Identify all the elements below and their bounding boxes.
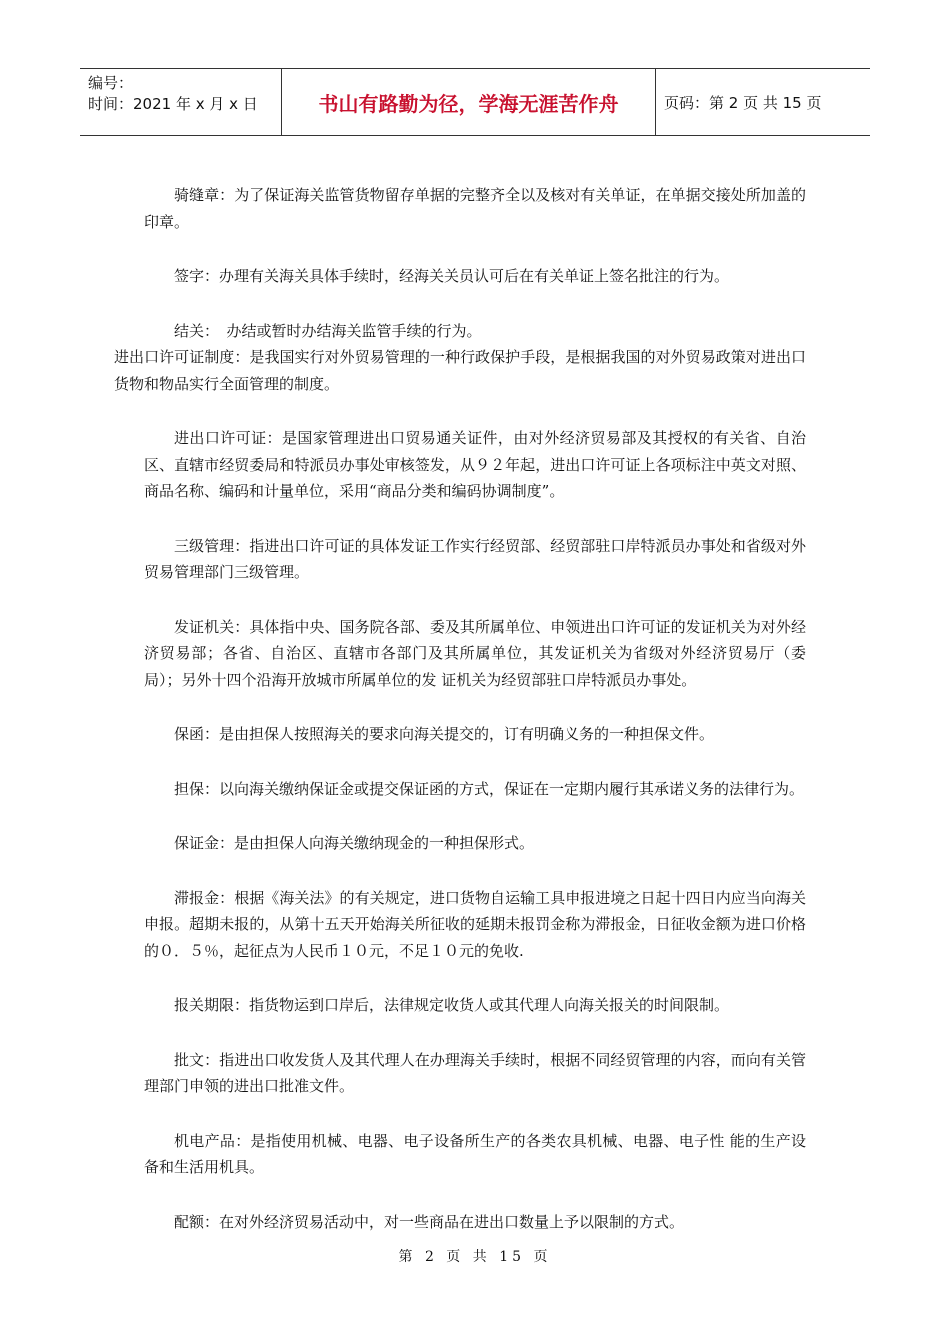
document-date: 时间：2021 年 x 月 x 日 [88, 95, 258, 113]
paragraph-fazheng-jiguan: 发证机关：具体指中央、国务院各部、委及其所属单位、申领进出口许可证的发证机关为对外经济贸易部；各省、自治区、直辖市各部门及其所属单位，其发证机关为省级对外经济贸易厅（委局）；另外十四个沿海开放城市所属单位的发 证机关为经贸部驻口岸特派员办事处。 [144, 617, 806, 689]
header-page-number: 页码：第 2 页 共 15 页 [664, 93, 822, 112]
document-number-label: 编号： [88, 74, 134, 92]
paragraph-xukezheng: 进出口许可证：是国家管理进出口贸易通关证件，由对外经济贸易部及其授权的有关省、自治区、直辖市经贸委局和特派员办事处审核签发，从９２年起，进出口许可证上各项标注中英文对照、商品名称、编码和计量单位，采用“商品分类和编码协调制度”。 [144, 429, 806, 500]
paragraph-pei-e: 配额：在对外经济贸易活动中，对一些商品在进出口数量上予以限制的方式。 [174, 1212, 685, 1231]
page-footer: 第 2 页 共 15 页 [398, 1249, 552, 1265]
paragraph-baozhengjin: 保证金：是由担保人向海关缴纳现金的一种担保形式。 [174, 834, 535, 852]
paragraph-baoguan-qixian: 报关期限：指货物运到口岸后，法律规定收货人或其代理人向海关报关的时间限制。 [174, 996, 730, 1014]
header-meta [80, 69, 282, 135]
header-motto: 书山有路勤为径，学海无涯苦作舟 [282, 69, 656, 135]
paragraph-qifengzhang: 骑缝章：为了保证海关监管货物留存单据的完整齐全以及核对有关单证，在单据交接处所加盖的印章。 [144, 186, 806, 231]
paragraph-qianzi: 签字：办理有关海关具体手续时，经海关关员认可后在有关单证上签名批注的行为。 [174, 267, 730, 285]
paragraph-piwen: 批文：指进出口收发货人及其代理人在办理海关手续时，根据不同经贸管理的内容，而向有关管理部门申领的进出口批准文件。 [144, 1050, 806, 1095]
page-header [80, 68, 870, 136]
paragraph-danbao: 担保：以向海关缴纳保证金或提交保证函的方式，保证在一定期内履行其承诺义务的法律行为。 [174, 779, 805, 798]
paragraph-zhibaojin: 滞报金：根据《海关法》的有关规定，进口货物自运输工具申报进境之日起十四日内应当向海关申报。超期未报的，从第十五天开始海关所征收的延期未报罚金称为滞报金，日征收金额为进口价格的０．５％，起征点为人民币１０元，不足１０元的免收. [144, 888, 806, 960]
paragraph-jieguan: 结关： 办结或暂时办结海关监管手续的行为。 [174, 321, 482, 340]
paragraph-sanji-guanli: 三级管理：指进出口许可证的具体发证工作实行经贸部、经贸部驻口岸特派员办事处和省级对外贸易管理部门三级管理。 [144, 536, 806, 581]
document-body [114, 182, 806, 1263]
paragraph-jidian-chanpin: 机电产品：是指使用机械、电器、电子设备所生产的各类农具机械、电器、电子性 能的生产设备和生活用机具。 [144, 1131, 806, 1176]
paragraph-baohan: 保函：是由担保人按照海关的要求向海关提交的，订有明确义务的一种担保文件。 [174, 725, 715, 743]
paragraph-xukezheng-zhidu: 进出口许可证制度：是我国实行对外贸易管理的一种行政保护手段，是根据我国的对外贸易政策对进出口货物和物品实行全面管理的制度。 [114, 348, 806, 393]
